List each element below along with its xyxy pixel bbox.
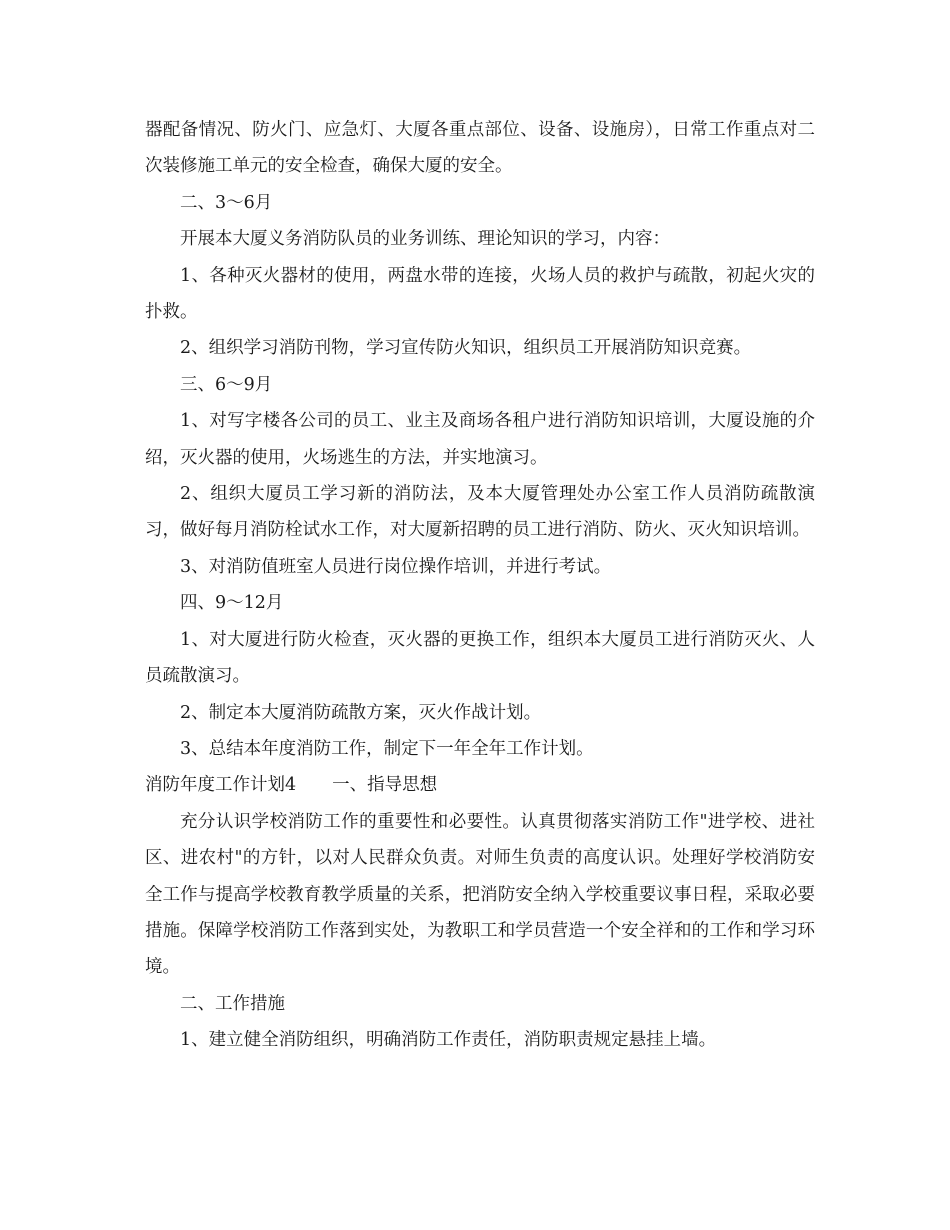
plan-subtitle: 一、指导思想 xyxy=(332,775,438,796)
plan-heading xyxy=(145,767,815,803)
section-heading-9-12: 四、9～12月 xyxy=(180,593,284,614)
document-body xyxy=(145,112,815,1059)
plan-title: 消防年度工作计划4 xyxy=(145,775,297,796)
list-item: 1、建立健全消防组织，明确消防工作责任，消防职责规定悬挂上墙。 xyxy=(180,1030,717,1051)
section-heading-3-6: 二、3～6月 xyxy=(180,192,273,213)
list-item: 2、制定本大厦消防疏散方案，灭火作战计划。 xyxy=(180,702,542,723)
list-item: 3、对消防值班室人员进行岗位操作培训，并进行考试。 xyxy=(180,556,612,577)
section-heading-6-9: 三、6～9月 xyxy=(180,374,273,395)
list-item: 1、各种灭火器材的使用，两盘水带的连接，火场人员的救护与疏散，初起火灾的扑救。 xyxy=(145,265,815,323)
paragraph: 器配备情况、防火门、应急灯、大厦各重点部位、设备、设施房），日常工作重点对二次装修施工单元的安全检查，确保大厦的安全。 xyxy=(145,120,815,177)
list-item: 2、组织学习消防刊物，学习宣传防火知识，组织员工开展消防知识竞赛。 xyxy=(180,338,752,359)
list-item: 2、组织大厦员工学习新的消防法，及本大厦管理处办公室工作人员消防疏散演习，做好每月消防栓试水工作，对大厦新招聘的员工进行消防、防火、灭火知识培训。 xyxy=(145,484,815,541)
paragraph: 充分认识学校消防工作的重要性和必要性。认真贯彻落实消防工作"进学校、进社区、进农村"的方针，以对人民群众负责。对师生负责的高度认识。处理好学校消防安全工作与提高学校教育教学质量的关系，把消防安全纳入学校重要议事日程，采取必要措施。保障学校消防工作落到实处，为教职工和学员营造一个安全祥和的工作和学习环境。 xyxy=(145,811,815,978)
list-item: 1、对写字楼各公司的员工、业主及商场各租户进行消防知识培训，大厦设施的介绍，灭火器的使用，火场逃生的方法，并实地演习。 xyxy=(145,411,815,468)
list-item: 1、对大厦进行防火检查，灭火器的更换工作，组织本大厦员工进行消防灭火、人员疏散演习。 xyxy=(145,629,815,687)
paragraph: 开展本大厦义务消防队员的业务训练、理论知识的学习，内容： xyxy=(180,229,670,250)
section-heading-measures: 二、工作措施 xyxy=(180,993,285,1014)
list-item: 3、总结本年度消防工作，制定下一年全年工作计划。 xyxy=(180,738,594,759)
